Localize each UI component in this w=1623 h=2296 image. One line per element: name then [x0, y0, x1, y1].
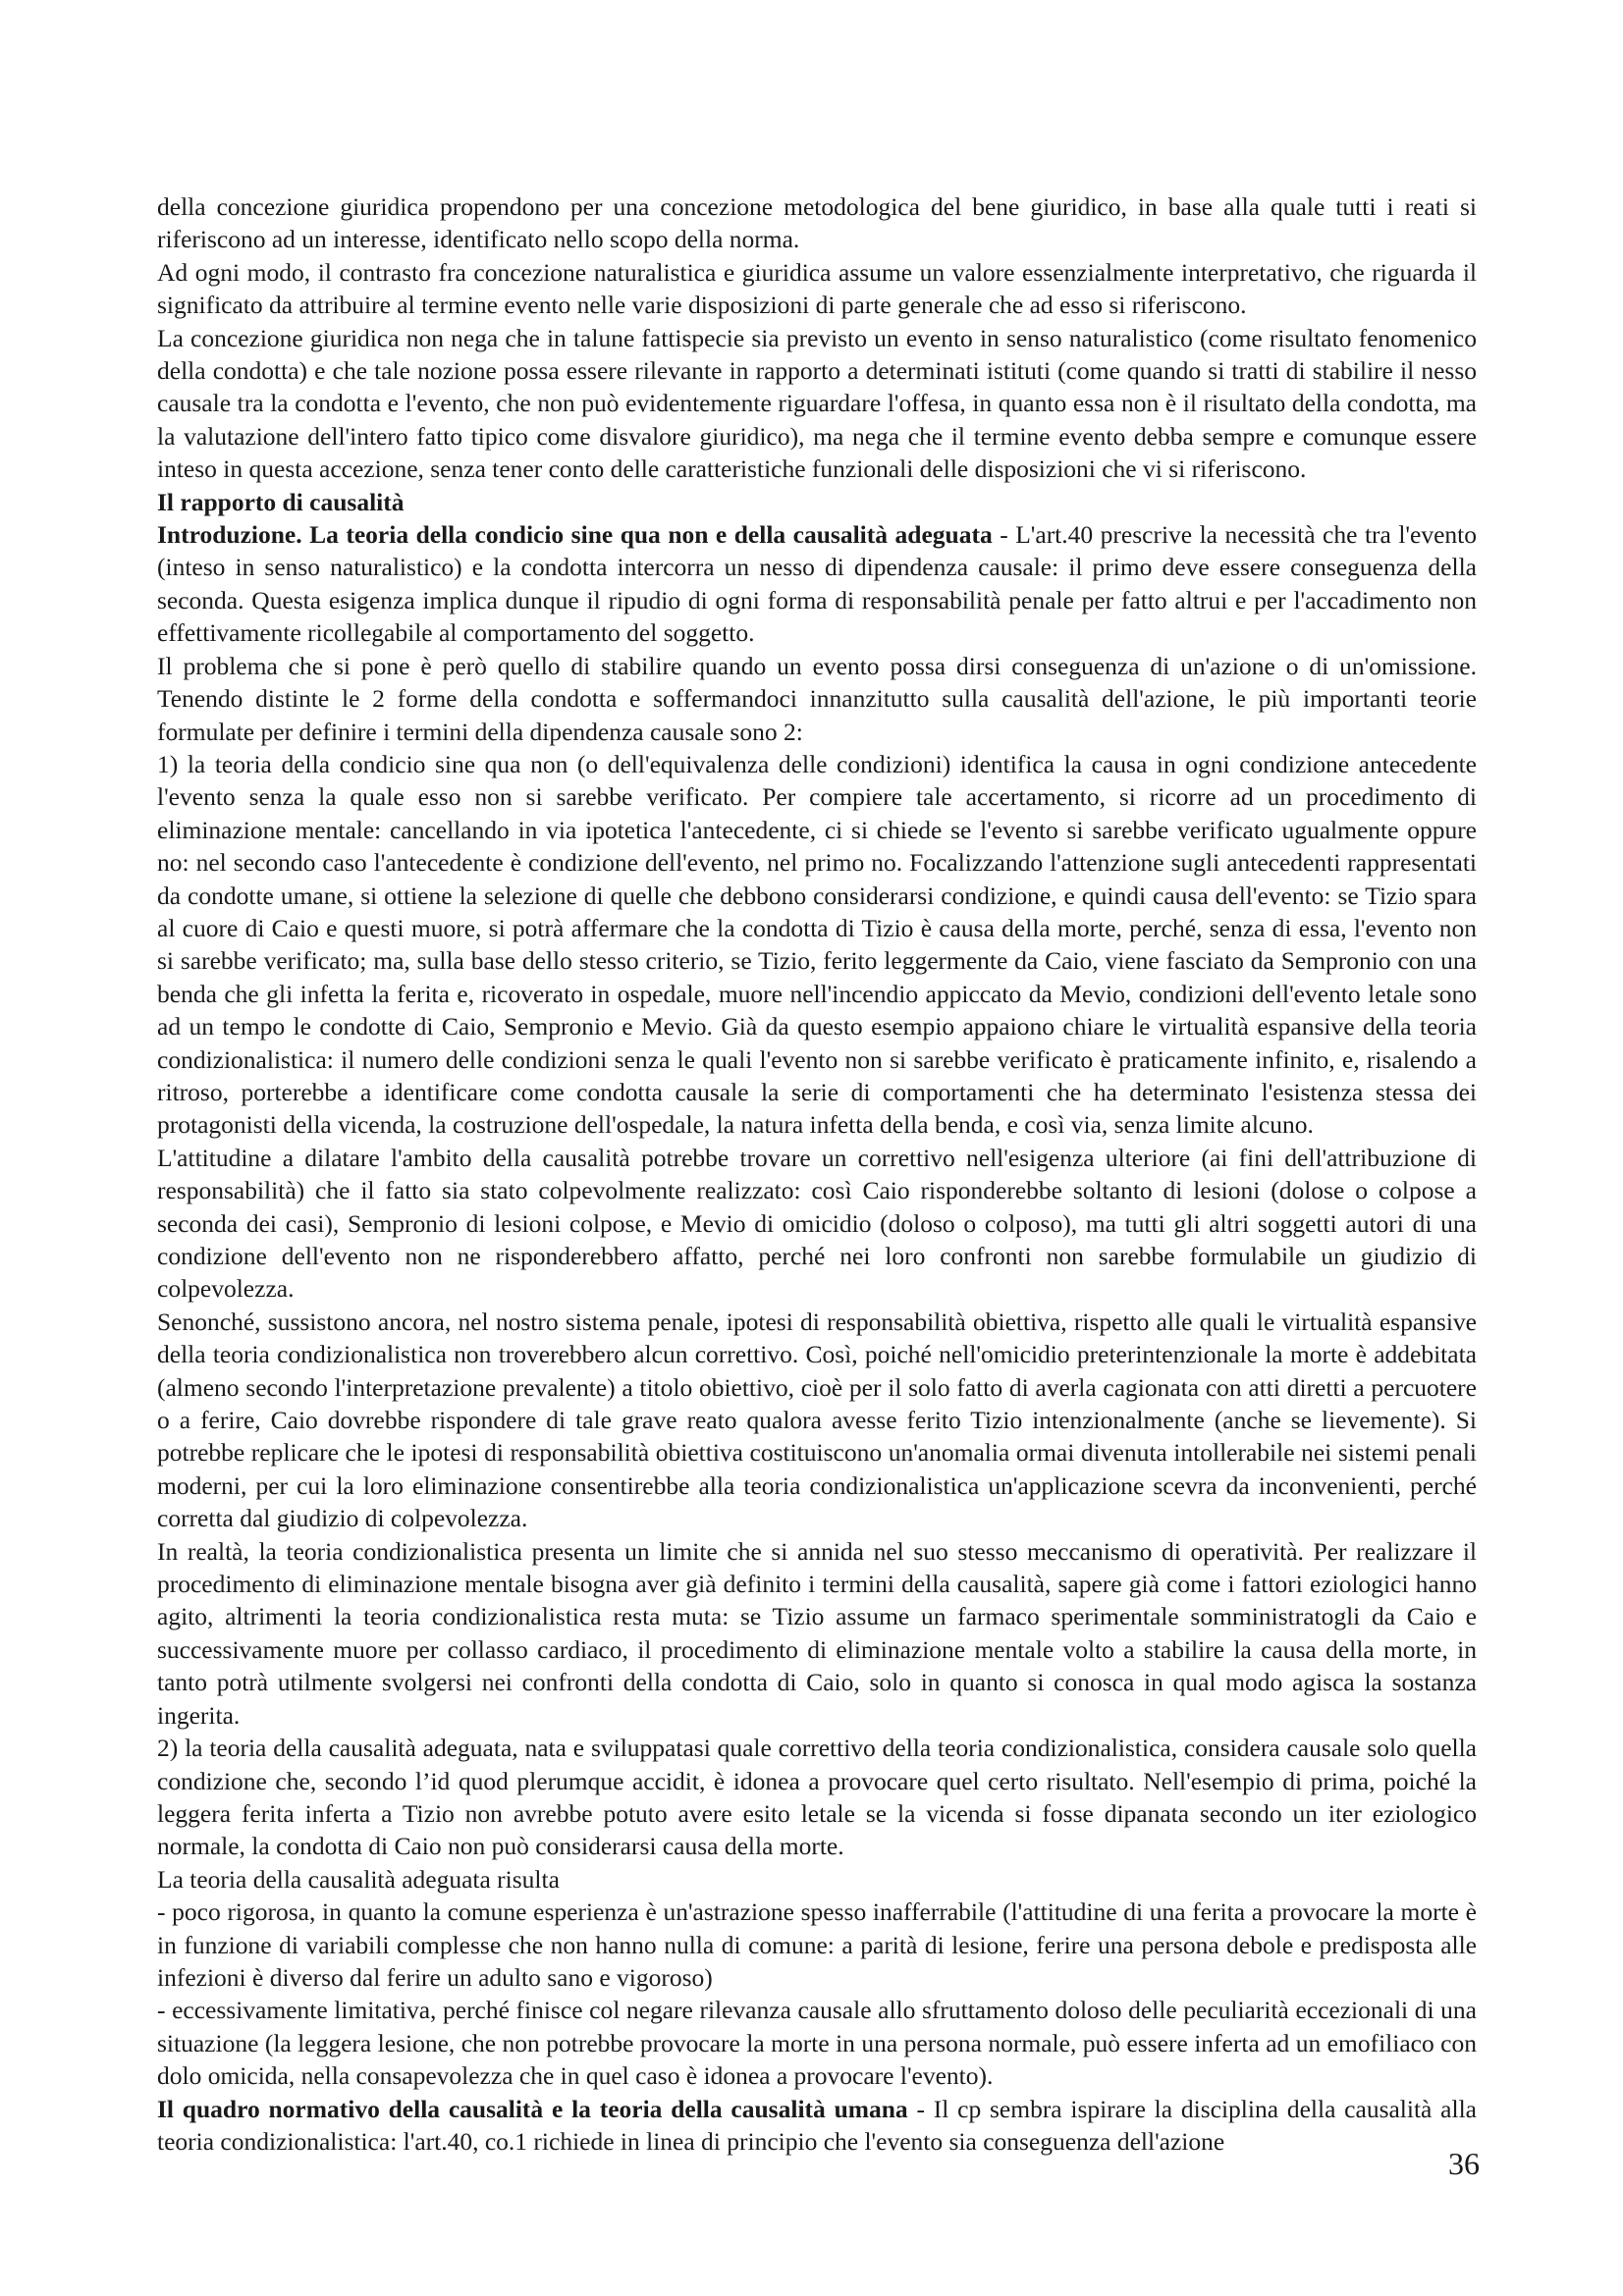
list-item-eccessivamente-limitativa: - eccessivamente limitativa, perché finisce col negare rilevanza causale allo sfruttamento doloso delle peculiarità eccezionali di una situazione (la leggera lesione, che non potrebbe provocare la morte in una persona normale, può essere inferta ad un emofiliaco con dolo omicida, nella consapevolezza che in quel caso è idonea a provocare l'evento). — [157, 1996, 1477, 2091]
paragraph-p8: In realtà, la teoria condizionalistica presenta un limite che si annida nel suo stesso meccanismo di operatività. Per realizzare il procedimento di eliminazione mentale bisogna aver già definito i termini della causalità, sapere già come i fattori eziologici hanno agito, altrimenti la teoria condizionalistica resta muta: se Tizio assume un farmaco sperimentale somministratogli da Caio e successivamente muore per collasso cardiaco, il procedimento di eliminazione mentale volto a stabilire la causa della morte, in tanto potrà utilmente svolgersi nei confronti della condotta di Caio, solo in quanto si conosca in qual modo agisca la sostanza ingerita. — [157, 1536, 1477, 1730]
paragraph-p5: 1) la teoria della condicio sine qua non (o dell'equivalenza delle condizioni) identifica la causa in ogni condizione antecedente l'evento senza la quale esso non si sarebbe verificato. Per compiere tale accertamento, si ricorre ad un procedimento di eliminazione mentale: cancellando in via ipotetica l'antecedente, ci si chiede se l'evento si sarebbe verificato ugualmente oppure no: nel secondo caso l'antecedente è condizione dell'evento, nel primo no. Focalizzando l'attenzione sugli antecedenti rappresentati da condotte umane, si ottiene la selezione di quelle che debbono considerarsi condizione, e quindi causa dell'evento: se Tizio spara al cuore di Caio e questi muore, si potrà affermare che la condotta di Tizio è causa della morte, perché, senza di essa, l'evento non si sarebbe verificato; ma, sulla base dello stesso criterio, se Tizio, ferito leggermente da Caio, viene fasciato da Sempronio con una benda che gli infetta la ferita e, ricoverato in ospedale, muore nell'incendio appiccato da Mevio, condizioni dell'evento letale sono ad un tempo le condotte di Caio, Sempronio e Mevio. Già da questo esempio appaiono chiare le virtualità espansive della teoria condizionalistica: il numero delle condizioni senza le quali l'evento non si sarebbe verificato è praticamente infinito, e, risalendo a ritroso, porterebbe a identificare come condotta causale la serie di comportamenti che ha determinato l'esistenza stessa dei protagonisti della vicenda, la costruzione dell'ospedale, la natura infetta della benda, e così via, senza limite alcuno. — [157, 749, 1477, 1140]
paragraph-p6: L'attitudine a dilatare l'ambito della causalità potrebbe trovare un correttivo nell'esigenza ulteriore (ai fini dell'attribuzione di responsabilità) che il fatto sia stato colpevolmente realizzato: così Caio risponderebbe soltanto di lesioni (dolose o colpose a seconda dei casi), Sempronio di lesioni colpose, e Mevio di omicidio (doloso o colposo), ma tutti gli altri soggetti autori di una condizione dell'evento non ne risponderebbero affatto, perché nei loro confronti non sarebbe formulabile un giudizio di colpevolezza. — [157, 1143, 1477, 1304]
document-page — [157, 190, 1477, 2158]
section-heading: Il rapporto di causalità — [157, 487, 405, 516]
closing-text: - Il cp sembra ispirare la disciplina della causalità alla teoria condizionalistica: l'art.40, co.1 richiede in linea di principio che l'evento sia conseguenza dell'azione — [157, 2094, 1477, 2156]
paragraph-p3: La concezione giuridica non nega che in talune fattispecie sia previsto un evento in senso naturalistico (come risultato fenomenico della condotta) e che tale nozione possa essere rilevante in rapporto a determinati istituti (come quando si tratti di stabilire il nesso causale tra la condotta e l'evento, che non può evidentemente riguardare l'offesa, in quanto essa non è il risultato della condotta, ma la valutazione dell'intero fatto tipico come disvalore giuridico), ma nega che il termine evento debba sempre e comunque essere inteso in questa accezione, senza tener conto delle caratteristiche funzionali delle disposizioni che vi si riferiscono. — [157, 323, 1477, 484]
page-number: 36 — [1448, 2146, 1480, 2181]
list-item-poco-rigorosa: - poco rigorosa, in quanto la comune esperienza è un'astrazione spesso inafferrabile (l'attitudine di una ferita a provocare la morte è in funzione di variabili complesse che non hanno nulla di comune: a parità di lesione, ferire una persona debole e predisposta alle infezioni è diverso dal ferire un adulto sano e vigoroso) — [157, 1897, 1477, 1992]
intro-heading: Introduzione. La teoria della condicio sine qua non e della causalità adeguata — [157, 520, 993, 550]
paragraph-p10: La teoria della causalità adeguata risulta — [157, 1864, 560, 1894]
closing-heading: Il quadro normativo della causalità e la teoria della causalità umana — [157, 2094, 908, 2123]
paragraph-p2: Ad ogni modo, il contrasto fra concezione naturalistica e giuridica assume un valore essenzialmente interpretativo, che riguarda il significato da attribuire al termine evento nelle varie disposizioni di parte generale che ad esso si riferiscono. — [157, 257, 1477, 320]
paragraph-p7: Senonché, sussistono ancora, nel nostro sistema penale, ipotesi di responsabilità obiettiva, rispetto alle quali le virtualità espansive della teoria condizionalistica non troverebbero alcun correttivo. Così, poiché nell'omicidio preterintenzionale la morte è addebitata (almeno secondo l'interpretazione prevalente) a titolo obiettivo, cioè per il solo fatto di averla cagionata con atti diretti a percuotere o a ferire, Caio dovrebbe rispondere di tale grave reato qualora avesse ferito Tizio intenzionalmente (anche se lievemente). Si potrebbe replicare che le ipotesi di responsabilità obiettiva costituiscono un'anomalia ormai divenuta intollerabile nei sistemi penali moderni, per cui la loro eliminazione consentirebbe alla teoria condizionalistica un'applicazione scevra da inconvenienti, perché corretta dal giudizio di colpevolezza. — [157, 1307, 1477, 1533]
paragraph-p9: 2) la teoria della causalità adeguata, nata e sviluppatasi quale correttivo della teoria condizionalistica, considera causale solo quella condizione che, secondo l’id quod plerumque accidit, è idonea a provocare quel certo risultato. Nell'esempio di prima, poiché la leggera ferita inferta a Tizio non avrebbe potuto avere esito letale se la vicenda si fosse dipanata secondo un iter eziologico normale, la condotta di Caio non può considerarsi causa della morte. — [157, 1734, 1477, 1861]
paragraph-p4: Il problema che si pone è però quello di stabilire quando un evento possa dirsi conseguenza di un'azione o di un'omissione. Tenendo distinte le 2 forme della condotta e soffermandoci innanzitutto sulla causalità dell'azione, le più importanti teorie formulate per definire i termini della dipendenza causale sono 2: — [157, 651, 1477, 746]
closing-paragraph — [157, 2093, 1477, 2159]
intro-text: - L'art.40 prescrive la necessità che tra l'evento (inteso in senso naturalistico) e la condotta intercorra un nesso di dipendenza causale: il primo deve essere conseguenza della seconda. Questa esigenza implica dunque il ripudio di ogni forma di responsabilità penale per fatto altrui e per l'accadimento non effettivamente ricollegabile al comportamento del soggetto. — [157, 520, 1477, 648]
intro-paragraph — [157, 518, 1477, 650]
paragraph-p1: della concezione giuridica propendono per una concezione metodologica del bene giuridico, in base alla quale tutti i reati si riferiscono ad un interesse, identificato nello scopo della norma. — [157, 192, 1477, 254]
